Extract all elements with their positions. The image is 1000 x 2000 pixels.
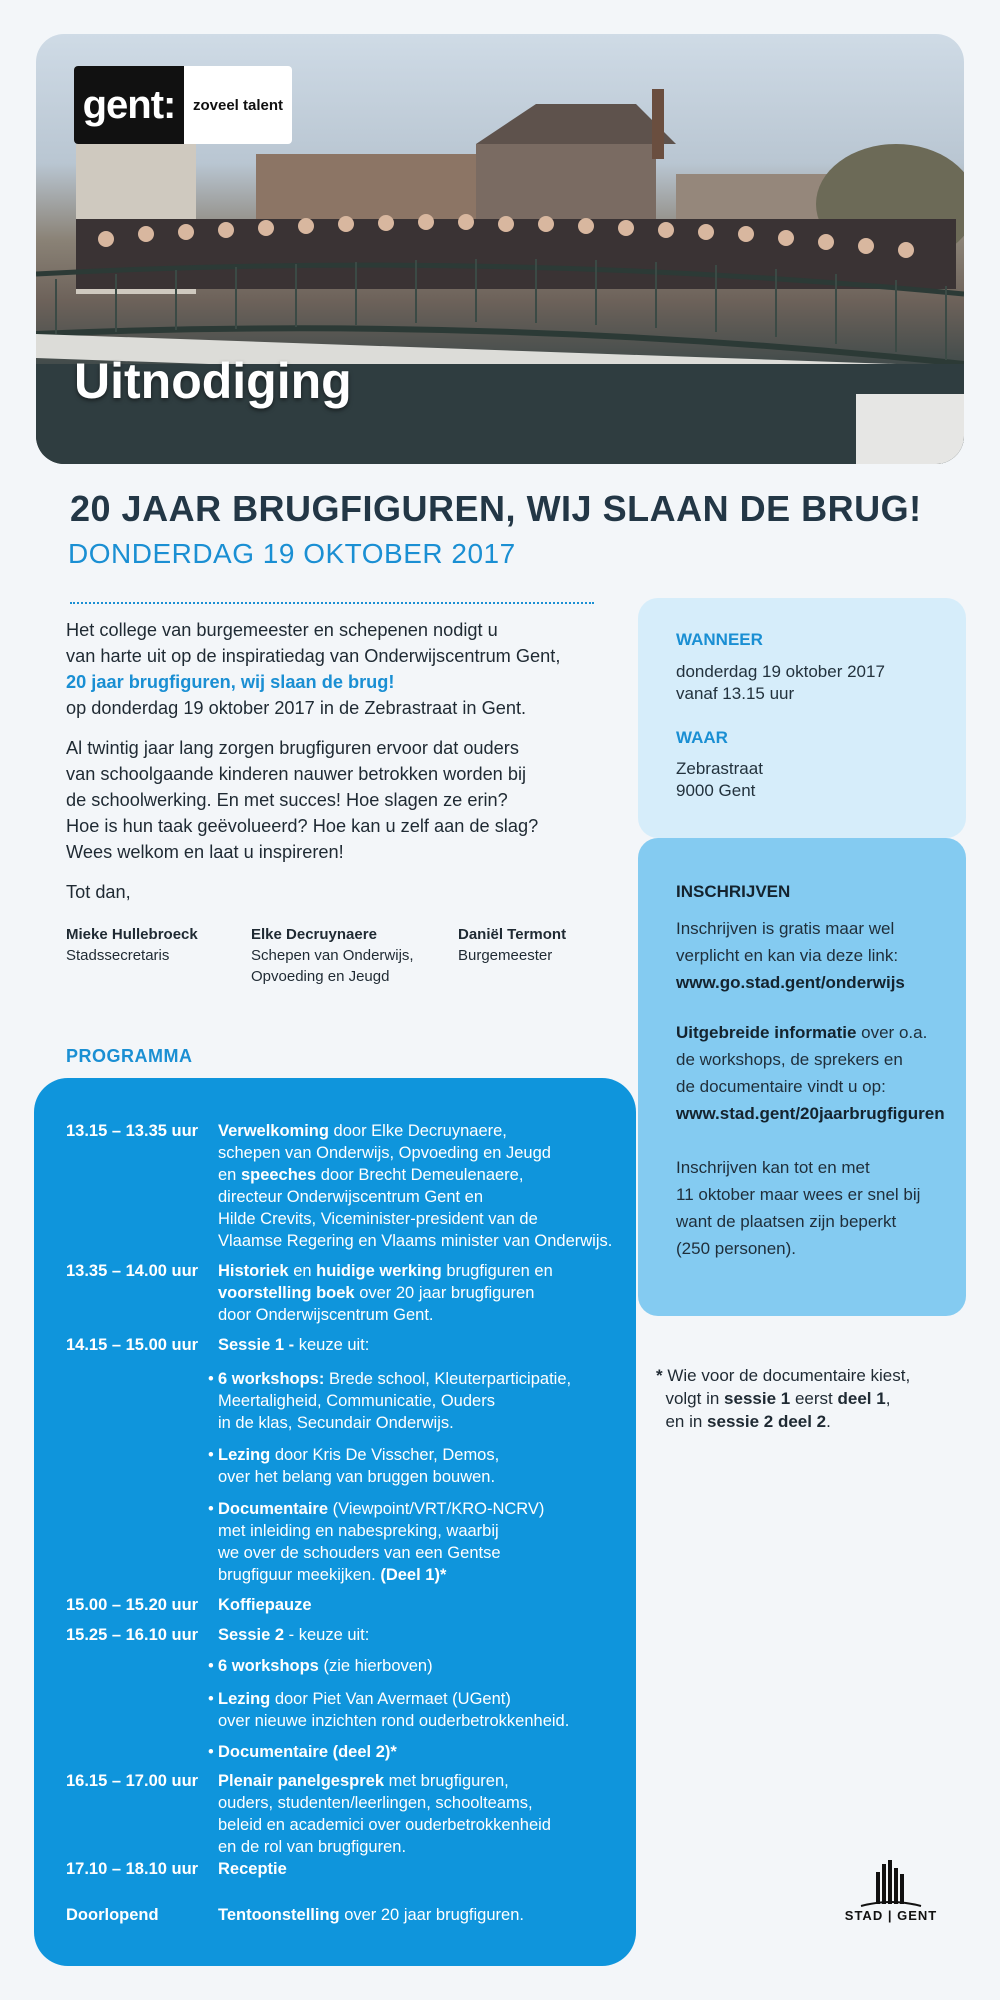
deadline-line: Inschrijven kan tot en met	[676, 1158, 870, 1177]
bullet-dot: •	[208, 1446, 214, 1464]
desc-bold: Sessie 1 -	[218, 1336, 295, 1354]
signer-name: Mieke Hullebroeck	[66, 926, 198, 943]
programme-time: 14.15 – 15.00 uur	[66, 1336, 199, 1354]
where-city: 9000 Gent	[676, 781, 756, 800]
programme-desc	[218, 1624, 638, 1646]
intro-line: Het college van burgemeester en schepenen nodigt u	[66, 620, 498, 640]
desc-bold: voorstelling boek	[218, 1284, 355, 1302]
desc-text: met inleiding en nabespreking, waarbij	[218, 1522, 499, 1540]
desc-text: door Elke Decruynaere,	[328, 1122, 507, 1140]
programme-desc	[218, 1594, 638, 1616]
intro-line: van schoolgaande kinderen nauwer betrokken worden bij	[66, 764, 527, 784]
registration-text	[676, 915, 956, 996]
signer-role: Schepen van Onderwijs,	[251, 947, 414, 964]
stad-gent-logo	[836, 1858, 946, 1938]
programme-time: 15.25 – 16.10 uur	[66, 1626, 199, 1644]
signer	[251, 924, 414, 987]
desc-text: over het belang van bruggen bouwen.	[218, 1468, 496, 1486]
desc-bold: Plenair panelgesprek	[218, 1772, 384, 1790]
when-time: vanaf 13.15 uur	[676, 684, 795, 703]
note-bold: sessie 2 deel 2	[707, 1412, 827, 1431]
registration-link[interactable]: www.go.stad.gent/onderwijs	[676, 973, 905, 992]
session1-documentary	[208, 1498, 598, 1586]
note-text: .	[826, 1412, 831, 1431]
event-title: 20 JAAR BRUGFIGUREN, WIJ SLAAN DE BRUG!	[70, 488, 922, 529]
invitation-title: Uitnodiging	[74, 353, 352, 409]
bullet-dot: •	[208, 1370, 214, 1388]
castle-icon	[836, 1858, 946, 1908]
desc-text: beleid en academici over ouderbetrokkenheid	[218, 1816, 551, 1834]
where-value	[676, 758, 763, 802]
programme-desc	[218, 1770, 638, 1858]
deadline-text	[676, 1154, 956, 1262]
desc-text: over 20 jaar brugfiguren.	[339, 1906, 524, 1924]
intro-paragraph-2	[66, 735, 626, 865]
intro-line: Wees welkom en laat u inspireren!	[66, 842, 344, 862]
desc-text: in de klas, Secundair Onderwijs.	[218, 1414, 454, 1432]
programme-time: 16.15 – 17.00 uur	[66, 1772, 199, 1790]
info-link[interactable]: www.stad.gent/20jaarbrugfiguren	[676, 1104, 945, 1123]
intro-line: de schoolwerking. En met succes! Hoe slagen ze erin?	[66, 790, 508, 810]
deadline-line: 11 oktober maar wees er snel bij	[676, 1185, 921, 1204]
desc-bold: Receptie	[218, 1860, 287, 1878]
desc-text: Meertaligheid, Communicatie, Ouders	[218, 1392, 495, 1410]
note-text: eerst	[790, 1389, 838, 1408]
where-street: Zebrastraat	[676, 759, 763, 778]
closing-line: Tot dan,	[66, 882, 131, 902]
note-line: Wie voor de documentaire kiest,	[667, 1366, 911, 1385]
desc-text: ouders, studenten/leerlingen, schoolteams,	[218, 1794, 533, 1812]
desc-text: door Brecht Demeulenaere,	[316, 1166, 524, 1184]
desc-bold: Lezing	[218, 1446, 271, 1464]
desc-text: door Piet Van Avermaet (UGent)	[270, 1690, 511, 1708]
desc-bold: Koffiepauze	[218, 1596, 312, 1614]
registration-box	[638, 838, 966, 1316]
intro-paragraph-1	[66, 617, 626, 721]
registration-line: Inschrijven is gratis maar wel	[676, 919, 895, 938]
desc-bold: Lezing	[218, 1690, 271, 1708]
gent-logo	[74, 66, 292, 144]
intro-text	[66, 617, 626, 919]
info-rest: over o.a.	[856, 1023, 928, 1042]
desc-bold: Documentaire (deel 2)*	[218, 1743, 397, 1761]
when-label: WANNEER	[676, 630, 763, 649]
when-value	[676, 661, 885, 705]
signer	[458, 924, 566, 966]
wordmark-right: GENT	[897, 1908, 938, 1923]
logo-tagline: zoveel talent	[192, 96, 284, 114]
note-text: en in	[665, 1412, 708, 1431]
info-line: de workshops, de sprekers en	[676, 1050, 903, 1069]
desc-bold: Tentoonstelling	[218, 1906, 340, 1924]
desc-text: Hilde Crevits, Viceminister-president van de	[218, 1210, 538, 1228]
desc-text: en	[288, 1262, 317, 1280]
desc-text: met brugfiguren,	[384, 1772, 509, 1790]
bullet-dot: •	[208, 1500, 214, 1518]
info-line: de documentaire vindt u op:	[676, 1077, 886, 1096]
desc-bold: 6 workshops:	[218, 1370, 325, 1388]
intro-line: van harte uit op de inspiratiedag van Onderwijscentrum Gent,	[66, 646, 561, 666]
signer-role: Stadssecretaris	[66, 947, 170, 964]
desc-text: over nieuwe inzichten rond ouderbetrokkenheid.	[218, 1712, 570, 1730]
desc-text: door Onderwijscentrum Gent.	[218, 1306, 434, 1324]
note-bold: deel 1	[837, 1389, 886, 1408]
programme-heading: PROGRAMMA	[66, 1046, 193, 1066]
hero-banner	[36, 34, 964, 464]
note-star: *	[656, 1366, 663, 1385]
signer-name: Daniël Termont	[458, 926, 567, 943]
desc-bold: (Deel 1)*	[380, 1566, 447, 1584]
desc-bold: Sessie 2	[218, 1626, 285, 1644]
intro-line: op donderdag 19 oktober 2017 in de Zebrastraat in Gent.	[66, 698, 527, 718]
desc-text: brugfiguur meekijken.	[218, 1566, 381, 1584]
when-date: donderdag 19 oktober 2017	[676, 662, 885, 681]
session2-lecture	[208, 1688, 598, 1732]
desc-text: Brede school, Kleuterparticipatie,	[324, 1370, 572, 1388]
desc-text: en de rol van brugfiguren.	[218, 1838, 407, 1856]
deadline-line: (250 personen).	[676, 1239, 797, 1258]
programme-desc	[218, 1334, 638, 1356]
desc-text: door Kris De Visscher, Demos,	[270, 1446, 500, 1464]
signer	[66, 924, 198, 966]
signer-role: Opvoeding en Jeugd	[251, 968, 390, 985]
programme-desc	[218, 1904, 638, 1926]
note-text: ,	[885, 1389, 891, 1408]
note-text: volgt in	[665, 1389, 725, 1408]
session1-lecture	[208, 1444, 598, 1488]
bullet-dot: •	[208, 1657, 214, 1675]
programme-time: 15.00 – 15.20 uur	[66, 1596, 199, 1614]
intro-highlight: 20 jaar brugfiguren, wij slaan de brug!	[66, 672, 395, 692]
programme-desc	[218, 1858, 638, 1880]
desc-text: brugfiguren en	[441, 1262, 553, 1280]
registration-heading: INSCHRIJVEN	[676, 882, 791, 901]
desc-text: (Viewpoint/VRT/KRO-NCRV)	[328, 1500, 545, 1518]
programme-time: 13.15 – 13.35 uur	[66, 1122, 199, 1140]
intro-line: Al twintig jaar lang zorgen brugfiguren ervoor dat ouders	[66, 738, 519, 758]
desc-bold: Documentaire	[218, 1500, 329, 1518]
desc-text: Vlaamse Regering en Vlaams minister van Onderwijs.	[218, 1232, 613, 1250]
note-bold: sessie 1	[724, 1389, 791, 1408]
desc-bold: Verwelkoming	[218, 1122, 329, 1140]
deadline-line: want de plaatsen zijn beperkt	[676, 1212, 897, 1231]
logo-word: gent:	[74, 66, 184, 144]
desc-text: directeur Onderwijscentrum Gent en	[218, 1188, 484, 1206]
programme-time: Doorlopend	[66, 1906, 159, 1924]
programme-time: 17.10 – 18.10 uur	[66, 1860, 199, 1878]
desc-bold: Historiek	[218, 1262, 289, 1280]
desc-bold: 6 workshops	[218, 1657, 319, 1675]
desc-text: we over de schouders van een Gentse	[218, 1544, 501, 1562]
when-where-box	[638, 598, 966, 838]
session1-workshops	[208, 1368, 598, 1434]
desc-text: (zie hierboven)	[318, 1657, 433, 1675]
bullet-dot: •	[208, 1690, 214, 1708]
desc-text: - keuze uit:	[284, 1626, 370, 1644]
desc-text: keuze uit:	[294, 1336, 370, 1354]
stad-gent-wordmark: STAD | GENT	[844, 1908, 938, 1923]
info-text	[676, 1019, 956, 1127]
registration-line: verplicht en kan via deze link:	[676, 946, 899, 965]
wordmark-left: STAD	[844, 1908, 884, 1923]
where-label: WAAR	[676, 728, 728, 747]
info-bold: Uitgebreide informatie	[676, 1023, 857, 1042]
desc-bold: huidige werking	[316, 1262, 442, 1280]
programme-desc	[218, 1120, 638, 1252]
programme-desc	[218, 1260, 638, 1326]
session2-workshops	[208, 1655, 598, 1677]
session2-documentary	[208, 1741, 598, 1763]
programme-time: 13.35 – 14.00 uur	[66, 1262, 199, 1280]
event-date: DONDERDAG 19 OKTOBER 2017	[68, 538, 516, 569]
bullet-dot: •	[208, 1743, 214, 1761]
desc-text: over 20 jaar brugfiguren	[354, 1284, 535, 1302]
documentary-note	[656, 1364, 966, 1433]
desc-text: en	[218, 1166, 241, 1184]
intro-line: Hoe is hun taak geëvolueerd? Hoe kan u zelf aan de slag?	[66, 816, 539, 836]
desc-bold: speeches	[240, 1166, 317, 1184]
dotted-divider	[70, 602, 594, 604]
signer-role: Burgemeester	[458, 947, 553, 964]
signer-name: Elke Decruynaere	[251, 926, 377, 943]
desc-text: schepen van Onderwijs, Opvoeding en Jeugd	[218, 1144, 551, 1162]
